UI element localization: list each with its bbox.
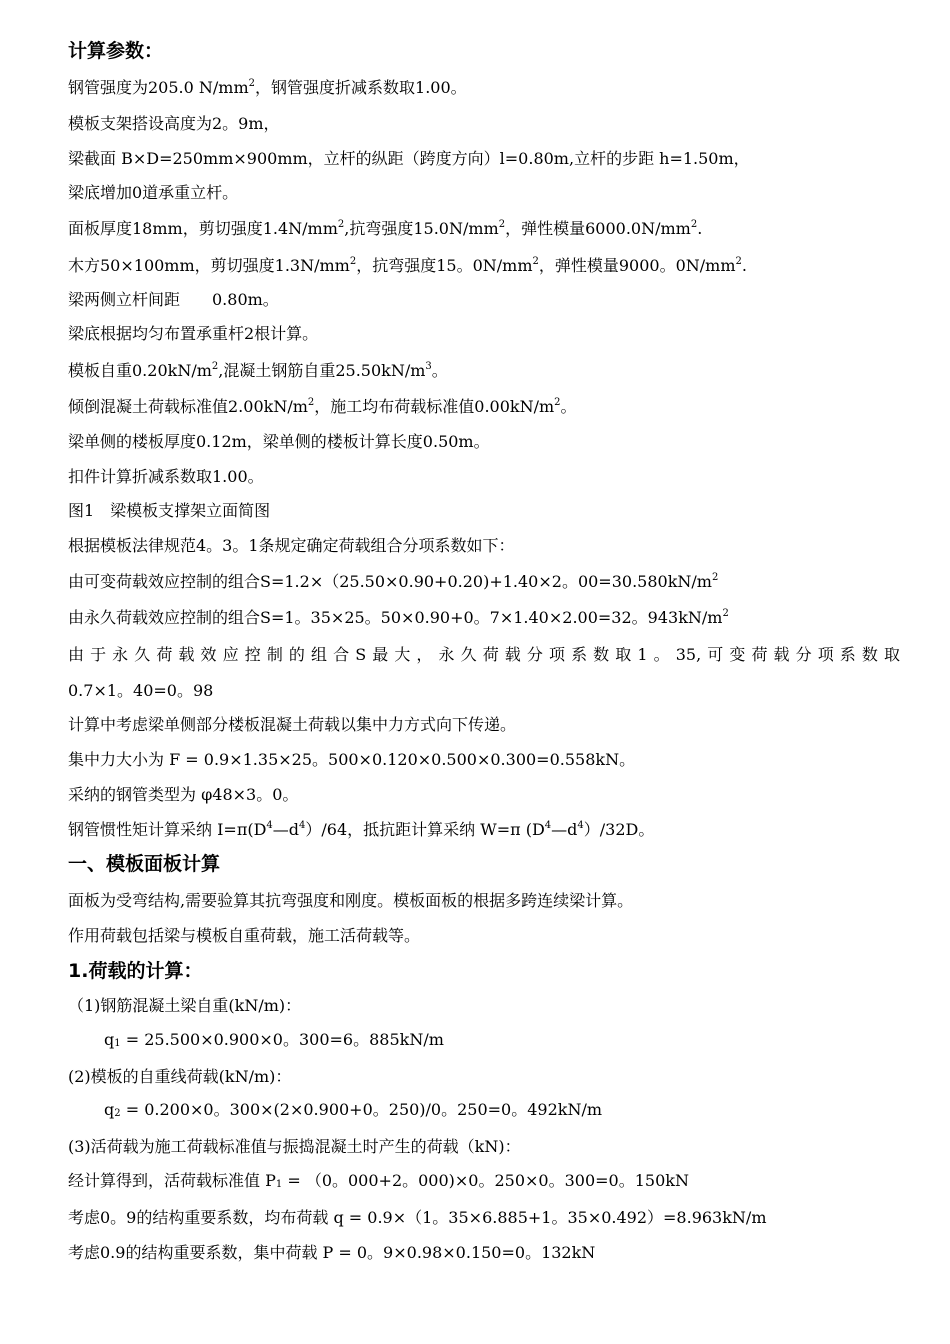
line-combination-conclusion: 由于永久荷载效应控制的组合S最大，永久荷载分项系数取1。35,可变荷载分项系数取 (68, 645, 900, 664)
line-additional-poles: 梁底增加0道承重立杆。 (68, 183, 239, 202)
line-q2-title: (2)模板的自重线荷载(kN/m)： (68, 1067, 292, 1086)
line-fastener-factor: 扣件计算折减系数取1.00。 (68, 467, 264, 486)
line-q1-formula: $q_1 = 25.500\times 0.900\times 0$。300=6。885kN/m (104, 1030, 444, 1049)
line-code-reference: 根据模板法律规范4。3。1条规定确定荷载组合分项系数如下： (68, 536, 515, 555)
line-uniform-load: 考虑0。9的结构重要系数，均布荷载 q = 0.9×（1。35×6.885+1。35×0.492）=8.963kN/m (68, 1208, 767, 1227)
line-q1-title: （1)钢筋混凝土梁自重(kN/m)： (68, 996, 302, 1015)
figure-caption: 图1 梁模板支撑架立面简图 (68, 501, 271, 520)
line-combination-factor: 0.7×1。40=0。98 (68, 681, 214, 700)
line-combination-variable: 由可变荷载效应控制的组合S=1.2×（25.50×0.90+0.20)+1.40×2。$00=30.580kN/m^2$ (68, 572, 719, 591)
line-live-load-value: 经计算得到，活荷载标准值 $P_1 = (0$。000+2。000)×0。250×0。300=0。150kN (68, 1171, 689, 1190)
heading-panel-calculation: 一、模板面板计算 (68, 853, 221, 875)
heading-params: 计算参数： (68, 40, 164, 62)
line-dump-load: 倾倒混凝土荷载标准值$2.00kN/m^2$，施工均布荷载标准值$0.00kN/m^2$。 (68, 397, 577, 416)
line-loads-description: 作用荷载包括梁与模板自重荷载，施工活荷载等。 (68, 926, 421, 945)
line-slab-thickness: 梁单侧的楼板厚度0.12m，梁单侧的楼板计算长度0.50m。 (68, 432, 490, 451)
line-q2-formula: $q_2 = 0.200\times 0$。300×(2×0.900+0。250)/0。250=0。492kN/m (104, 1100, 603, 1119)
line-bottom-poles: 梁底根据均匀布置承重杆2根计算。 (68, 324, 319, 343)
line-support-height: 模板支架搭设高度为2。9m， (68, 114, 280, 133)
line-combination-permanent: 由永久荷载效应控制的组合S=1。35×25。50×0.90+0。7×1.40×2.00=32。$943kN/m^2$ (68, 608, 729, 627)
line-self-weight: 模板自重$0.20kN/m^2$,混凝土钢筋自重$25.50kN/m^3$。 (68, 361, 448, 380)
line-slab-load-note: 计算中考虑梁单侧部分楼板混凝土荷载以集中力方式向下传递。 (68, 715, 517, 734)
line-inertia-formula: 钢管惯性矩计算采纳 $I=\pi(D^4—d^4)/64$，抵抗距计算采纳 W=π $(D^4—d^4)/32D$。 (68, 820, 655, 839)
line-wood-params: 木方50×100mm，剪切强度$1.3N/mm^2$，抗弯强度15。$0N/mm^2$，弹性模量9000。$0N/mm^2$. (68, 256, 747, 275)
line-panel-description: 面板为受弯结构,需要验算其抗弯强度和刚度。模板面板的根据多跨连续梁计算。 (68, 891, 634, 910)
line-q3-title: (3)活荷载为施工荷载标准值与振捣混凝土时产生的荷载（kN)： (68, 1137, 521, 1156)
line-panel-params: 面板厚度18mm，剪切强度$1.4N/mm^2$,抗弯强度$15.0N/mm^2$，弹性模量$6000.0N/mm^2$. (68, 219, 703, 238)
heading-load-calculation: 1.荷载的计算： (68, 960, 203, 982)
line-concentrated-force: 集中力大小为 F = 0.9×1.35×25。500×0.120×0.500×0.300=0.558kN。 (68, 750, 636, 769)
line-steel-strength: 钢管强度为205.0 $N/mm^2$，钢管强度折减系数取1.00。 (68, 78, 467, 97)
line-tube-type: 采纳的钢管类型为 φ48×3。0。 (68, 785, 299, 804)
line-concentrated-load: 考虑0.9的结构重要系数，集中荷载 P = 0。9×0.98×0.150=0。132kN (68, 1243, 596, 1262)
line-beam-section: 梁截面 B×D=250mm×900mm，立杆的纵距（跨度方向）l=0.80m,立杆的步距 h=1.50m， (68, 149, 750, 168)
line-pole-spacing: 梁两侧立杆间距 0.80m。 (68, 290, 279, 309)
